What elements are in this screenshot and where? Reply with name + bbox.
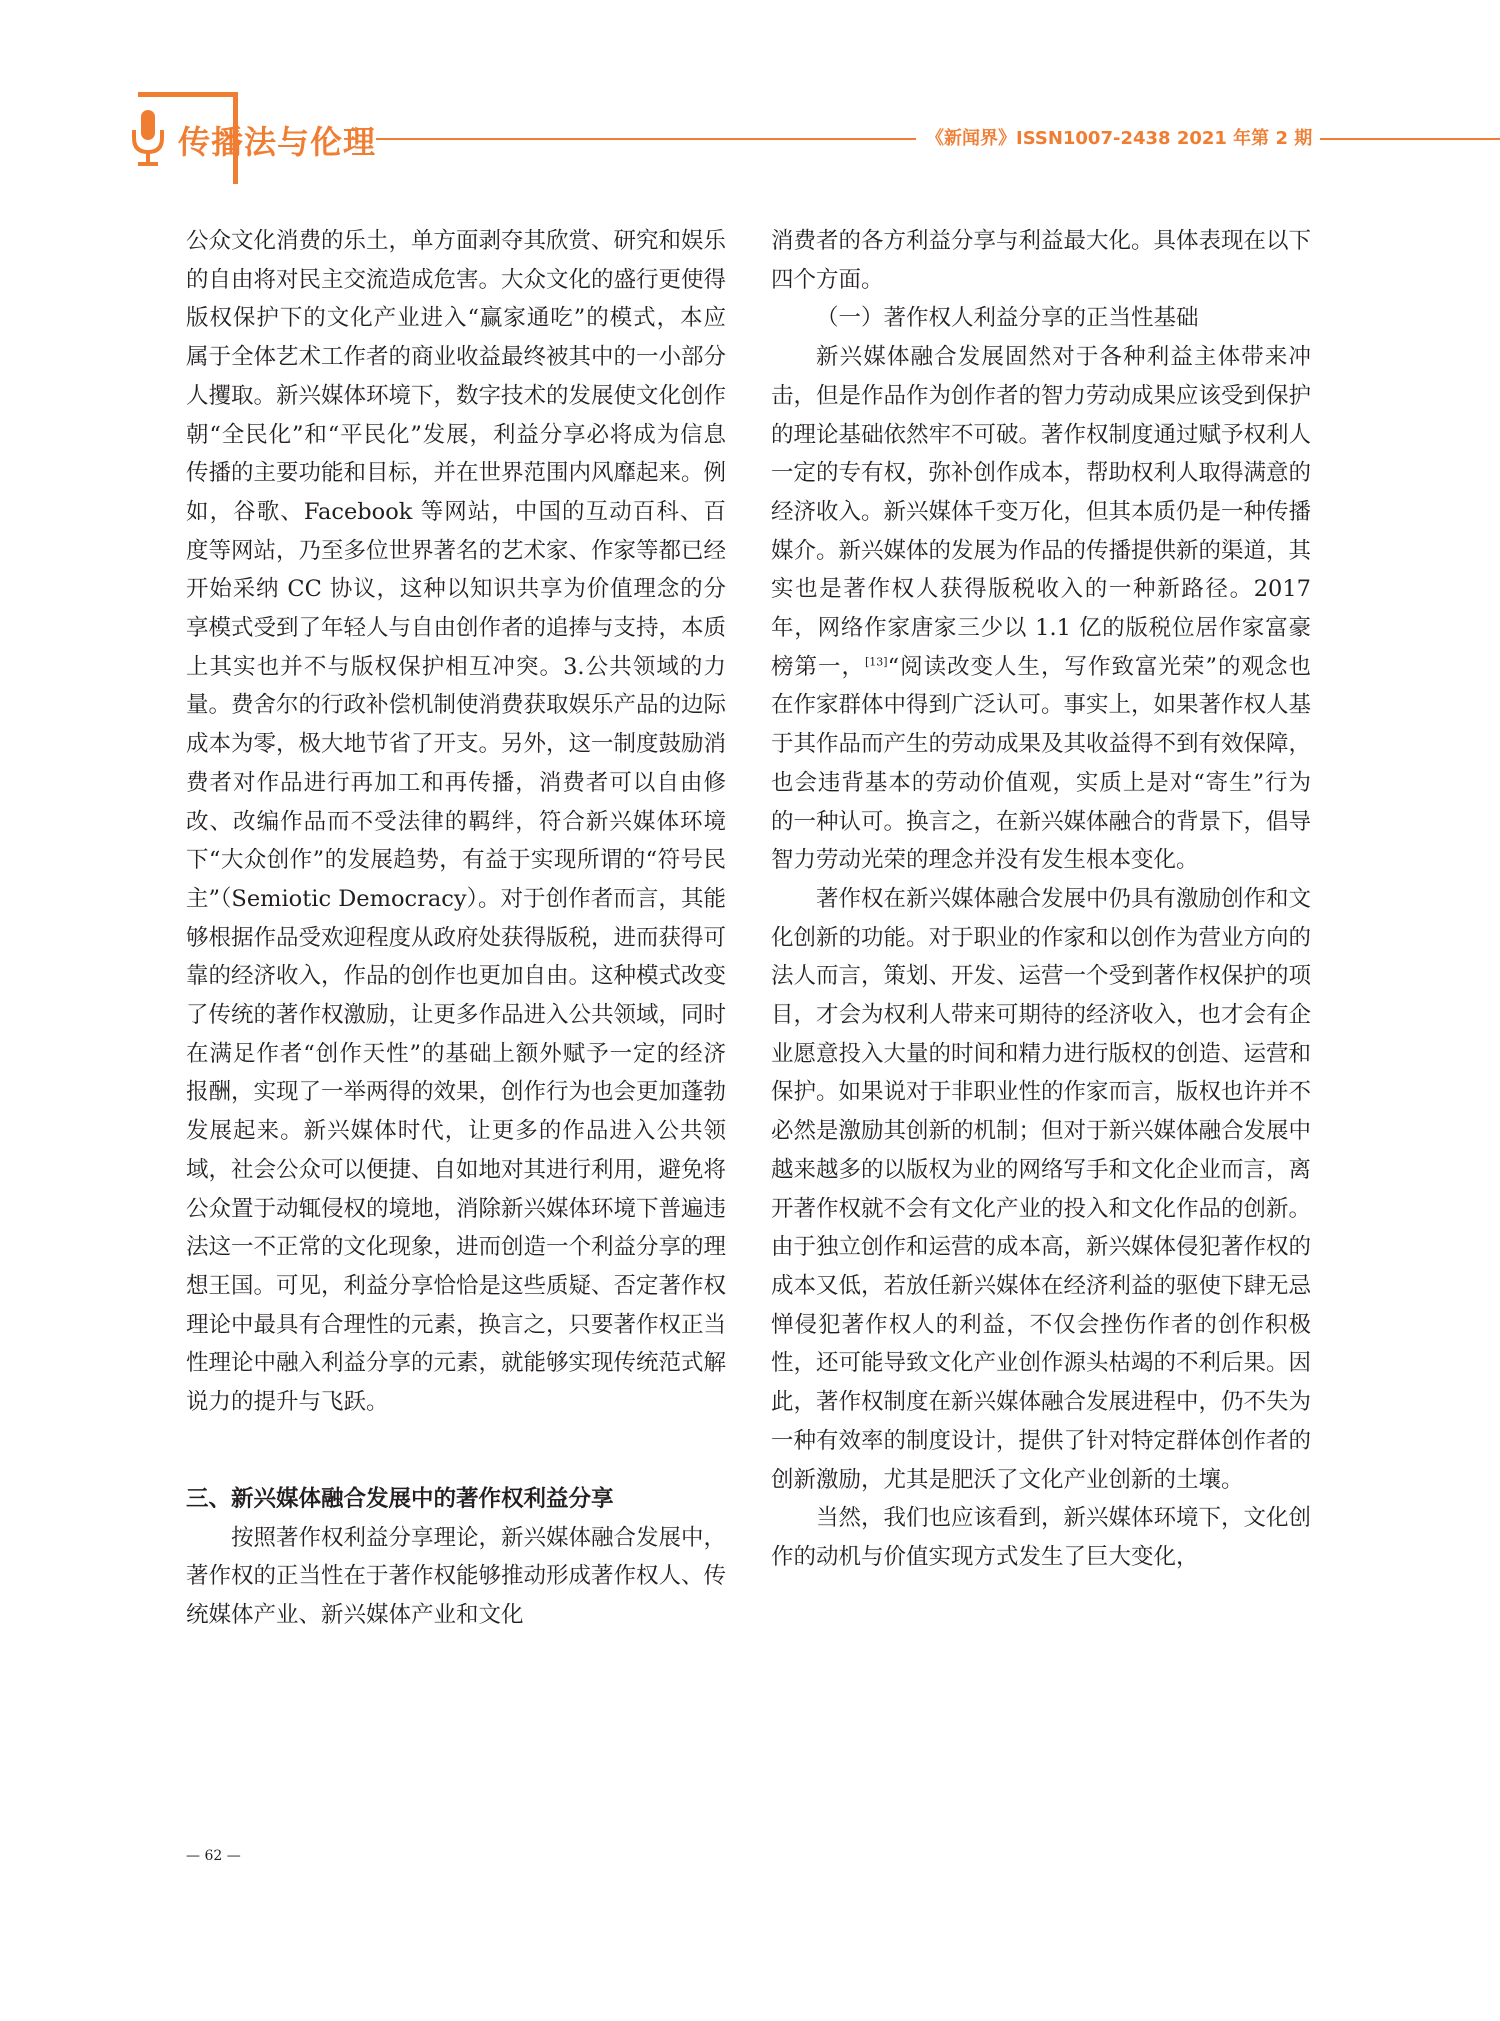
page-number: — 62 — <box>186 1848 241 1864</box>
left-paragraph-2: 按照著作权利益分享理论，新兴媒体融合发展中，著作权的正当性在于著作权能够推动形成著作权人、传统媒体产业、新兴媒体产业和文化 <box>186 1524 727 1628</box>
reference-marker: [13] <box>864 655 888 669</box>
right-column <box>771 222 1311 1577</box>
right-paragraph-3: 著作权在新兴媒体融合发展中仍具有激励创作和文化创新的功能。对于职业的作家和以创作为营业方向的法人而言，策划、开发、运营一个受到著作权保护的项目，才会为权利人带来可期待的经济收入，也才会有企业愿意投入大量的时间和精力进行版权的创造、运营和保护。如果说对于非职业性的作家而言，版权也许并不必然是激励其创新的机制；但对于新兴媒体融合发展中越来越多的以版权为业的网络写手和文化企业而言，离开著作权就不会有文化产业的投入和文化作品的创新。由于独立创作和运营的成本高，新兴媒体侵犯著作权的成本又低，若放任新兴媒体在经济利益的驱使下肆无忌惮侵犯著作权人的利益，不仅会挫伤作者的创作积极性，还可能导致文化产业创作源头枯竭的不利后果。因此，著作权制度在新兴媒体融合发展进程中，仍不失为一种有效率的制度设计，提供了针对特定群体创作者的创新激励，尤其是肥沃了文化产业创新的土壤。 <box>771 885 1312 1493</box>
right-paragraph-1: 消费者的各方利益分享与利益最大化。具体表现在以下四个方面。 <box>771 228 1312 293</box>
right-paragraph-2-part-b: “阅读改变人生，写作致富光荣”的观念也在作家群体中得到广泛认可。事实上，如果著作权人基于其作品而产生的劳动成果及其收益得不到有效保障，也会违背基本的劳动价值观，实质上是对“寄生”行为的一种认可。换言之，在新兴媒体融合的背景下，倡导智力劳动光荣的理念并没有发生根本变化。 <box>771 653 1312 874</box>
journal-info: 《新闻界》ISSN1007-2438 2021 年第 2 期 <box>926 128 1313 149</box>
right-paragraph-2-part-a: 新兴媒体融合发展固然对于各种利益主体带来冲击，但是作品作为创作者的智力劳动成果应该受到保护的理论基础依然牢不可破。著作权制度通过赋予权利人一定的专有权，弥补创作成本，帮助权利人取得满意的经济收入。新兴媒体千变万化，但其本质仍是一种传播媒介。新兴媒体的发展为作品的传播提供新的渠道，其实也是著作权人获得版税收入的一种新路径。2017 年，网络作家唐家三少以 1.1 亿的版税位居作家富豪榜第一， <box>771 344 1312 680</box>
left-column <box>186 222 726 1635</box>
running-header <box>0 0 1500 200</box>
section-name: 传播法与伦理 <box>178 123 377 161</box>
microphone-icon <box>130 108 166 170</box>
section-heading: 三、新兴媒体融合发展中的著作权利益分享 <box>186 1485 614 1512</box>
subsection-heading: （一）著作权人利益分享的正当性基础 <box>816 305 1199 332</box>
header-rule-left <box>376 138 916 140</box>
header-rule-right <box>1320 138 1500 140</box>
right-paragraph-2 <box>771 338 1311 880</box>
right-paragraph-4: 当然，我们也应该看到，新兴媒体环境下，文化创作的动机与价值实现方式发生了巨大变化， <box>771 1505 1312 1570</box>
left-paragraph-1: 公众文化消费的乐土，单方面剥夺其欣赏、研究和娱乐的自由将对民主交流造成危害。大众文化的盛行更使得版权保护下的文化产业进入“赢家通吃”的模式，本应属于全体艺术工作者的商业收益最终被其中的一小部分人攫取。新兴媒体环境下，数字技术的发展使文化创作朝“全民化”和“平民化”发展，利益分享必将成为信息传播的主要功能和目标，并在世界范围内风靡起来。例如，谷歌、Facebook 等网站，中国的互动百科、百度等网站，乃至多位世界著名的艺术家、作家等都已经开始采纳 CC 协议，这种以知识共享为价值理念的分享模式受到了年轻人与自由创作者的追捧与支持，本质上其实也并不与版权保护相互冲突。3.公共领域的力量。费舍尔的行政补偿机制使消费获取娱乐产品的边际成本为零，极大地节省了开支。另外，这一制度鼓励消费者对作品进行再加工和再传播，消费者可以自由修改、改编作品而不受法律的羁绊，符合新兴媒体环境下“大众创作”的发展趋势，有益于实现所谓的“符号民主”（Semiotic Democracy）。对于创作者而言，其能够根据作品受欢迎程度从政府处获得版税，进而获得可靠的经济收入，作品的创作也更加自由。这种模式改变了传统的著作权激励，让更多作品进入公共领域，同时在满足作者“创作天性”的基础上额外赋予一定的经济报酬，实现了一举两得的效果，创作行为也会更加蓬勃发展起来。新兴媒体时代，让更多的作品进入公共领域，社会公众可以便捷、自如地对其进行利用，避免将公众置于动辄侵权的境地，消除新兴媒体环境下普遍违法这一不正常的文化现象，进而创造一个利益分享的理想王国。可见，利益分享恰恰是这些质疑、否定著作权理论中最具有合理性的元素，换言之，只要著作权正当性理论中融入利益分享的元素，就能够实现传统范式解说力的提升与飞跃。 <box>186 228 727 1416</box>
